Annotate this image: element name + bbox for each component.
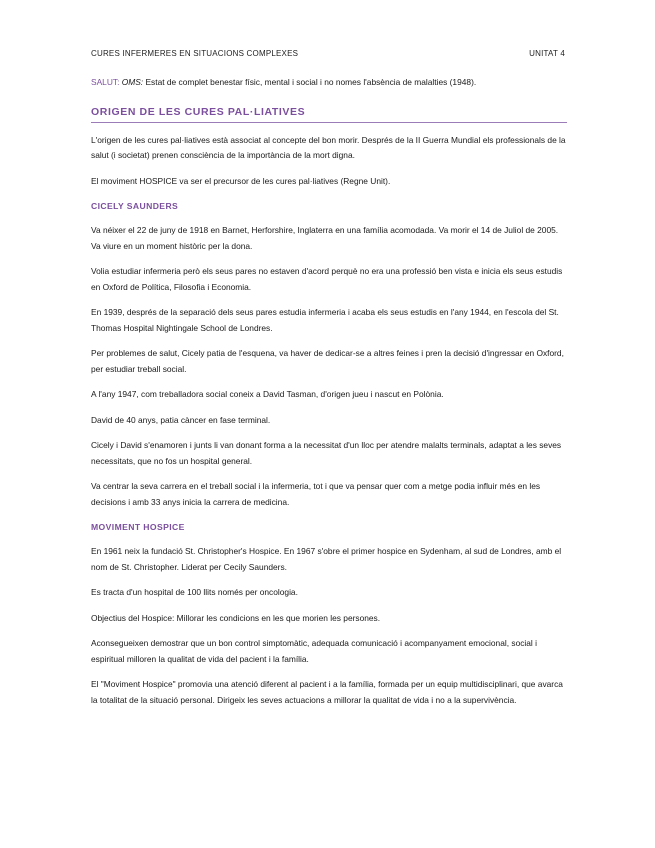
subheading-moviment-hospice: MOVIMENT HOSPICE bbox=[91, 522, 185, 532]
salut-definition bbox=[91, 75, 567, 91]
intro-paragraph: El moviment HOSPICE va ser el precursor de les cures pal·liatives (Regne Unit). bbox=[91, 175, 391, 186]
document-body bbox=[91, 75, 567, 708]
cicely-paragraph: Cicely i David s'enamoren i junts li van donant forma a la necessitat d'un lloc per atendre malalts terminals, adaptat a les seves necessitats, que no fos un hospital general. bbox=[91, 440, 562, 466]
hospice-paragraph: El "Moviment Hospice" promovia una atenció diferent al pacient i a la família, formada per un equip multidisciplinari, que avarca la totalitat de la situació personal. Dirigeix les seves actuacions a millorar la qualitat de vida i no a la supervivència. bbox=[91, 679, 563, 705]
cicely-paragraph: En 1939, després de la separació dels seus pares estudia infermeria i acaba els seus estudis en l'any 1944, en l'escola del St. Thomas Hospital Nightingale School de Londres. bbox=[91, 307, 559, 333]
cicely-paragraph: David de 40 anys, patia càncer en fase terminal. bbox=[91, 414, 271, 425]
cicely-paragraph: Va néixer el 22 de juny de 1918 en Barnet, Herforshire, Inglaterra en una família acomodada. Va morir el 14 de Juliol de 2005. Va viure en un moment històric per la dona. bbox=[91, 225, 559, 251]
hospice-paragraph: Es tracta d'un hospital de 100 llits només per oncologia. bbox=[91, 587, 298, 597]
hospice-paragraph: En 1961 neix la fundació St. Christopher's Hospice. En 1967 s'obre el primer hospice en Sydenham, al sud de Londres, amb el nom de St. Christopher. Liderat per Cecily Saunders. bbox=[91, 546, 562, 572]
header-unit-label: UNITAT 4 bbox=[529, 49, 565, 58]
cicely-paragraph: Volia estudiar infermeria però els seus pares no estaven d'acord perquè no era una professió ben vista e inicia els seus estudis en Oxford de Política, Filosofia i Economia. bbox=[91, 266, 563, 292]
salut-definition-text: Estat de complet benestar físic, mental i social i no nomes l'absència de malalties (1948). bbox=[145, 77, 477, 87]
cicely-paragraph: A l'any 1947, com treballadora social coneix a David Tasman, d'origen jueu i nascut en Polònia. bbox=[91, 389, 444, 399]
salut-label: SALUT: bbox=[91, 77, 120, 87]
subheading-cicely-saunders: CICELY SAUNDERS bbox=[91, 201, 179, 211]
page-header bbox=[91, 49, 565, 58]
cicely-paragraph: Va centrar la seva carrera en el treball social i la infermeria, tot i que va pensar quer com a metge podia influir més en les decisions i amb 33 anys inicia la carrera de medicina. bbox=[91, 481, 541, 507]
oms-label: OMS: bbox=[121, 77, 144, 87]
section-title-origen: ORIGEN DE LES CURES PAL·LIATIVES bbox=[91, 105, 567, 123]
cicely-paragraph: Per problemes de salut, Cicely patia de l'esquena, va haver de dedicar-se a altres feines i pren la decisió d'ingressar en Oxford, per estudiar treball social. bbox=[91, 348, 564, 374]
hospice-paragraph: Objectius del Hospice: Millorar les condicions en les que morien les persones. bbox=[91, 612, 381, 623]
intro-paragraph: L'origen de les cures pal·liatives està associat al concepte del bon morir. Després de la II Guerra Mundial els professionals de la salut (i societat) prenen consciència de la importància de la mort digna. bbox=[91, 134, 566, 160]
header-course-title: CURES INFERMERES EN SITUACIONS COMPLEXES bbox=[91, 49, 299, 58]
hospice-paragraph: Aconsegueixen demostrar que un bon control simptomàtic, adequada comunicació i acompanyament emocional, social i espiritual milloren la qualitat de vida del pacient i la família. bbox=[91, 638, 537, 664]
